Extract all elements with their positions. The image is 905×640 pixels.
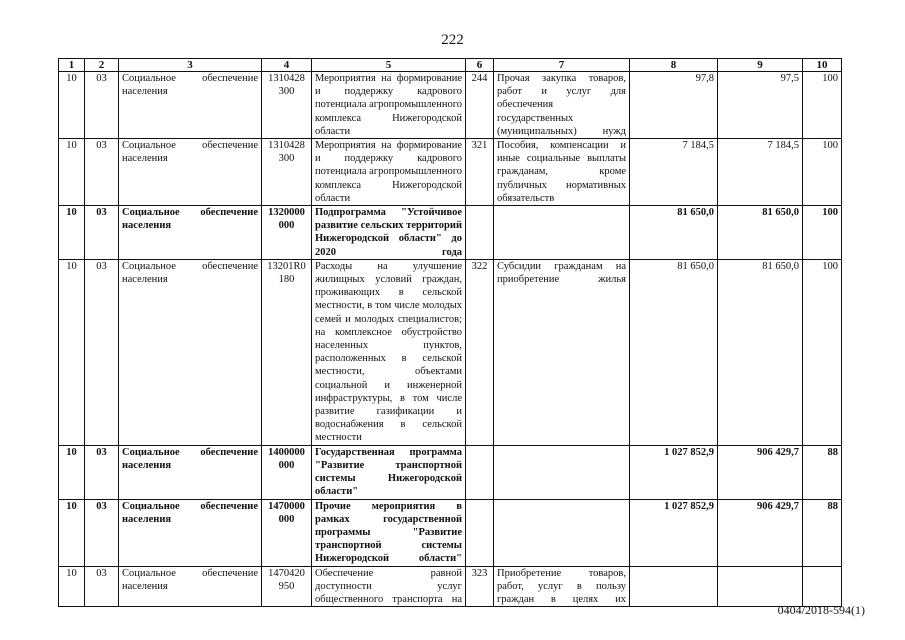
subsection-code: 03 (85, 206, 119, 260)
execution-percent: 100 (803, 259, 842, 445)
target-article-code: 1310428 300 (262, 139, 312, 206)
expense-type-code: 244 (466, 72, 494, 139)
executed-amount: 81 650,0 (718, 259, 803, 445)
table-row (59, 445, 842, 499)
article-name: Подпрограмма "Устойчивое развитие сельских территорий Нижегородской области" до 2020 года (312, 206, 466, 260)
column-header: 4 (262, 59, 312, 72)
execution-percent (803, 566, 842, 607)
executed-amount: 81 650,0 (718, 206, 803, 260)
expense-type-name (494, 206, 630, 260)
expense-type-name: Прочая закупка товаров, работ и услуг для обеспечения государственных (муниципальных) нужд (494, 72, 630, 139)
column-header: 8 (630, 59, 718, 72)
planned-amount: 1 027 852,9 (630, 445, 718, 499)
subsection-code: 03 (85, 139, 119, 206)
executed-amount: 97,5 (718, 72, 803, 139)
column-header: 3 (119, 59, 262, 72)
page-number: 222 (441, 32, 464, 48)
executed-amount: 7 184,5 (718, 139, 803, 206)
article-name: Государственная программа "Развитие транспортной системы Нижегородской области" (312, 445, 466, 499)
section-name: Социальное обеспечение населения (119, 72, 262, 139)
target-article-code: 1400000 000 (262, 445, 312, 499)
subsection-code: 03 (85, 499, 119, 566)
table-row (59, 139, 842, 206)
target-article-code: 1470000 000 (262, 499, 312, 566)
section-code: 10 (59, 259, 85, 445)
section-name: Социальное обеспечение населения (119, 139, 262, 206)
expense-type-code (466, 206, 494, 260)
target-article-code: 1470420 950 (262, 566, 312, 607)
document-code: 0404/2018-594(1) (777, 603, 865, 617)
section-name: Социальное обеспечение населения (119, 566, 262, 607)
expense-type-name: Пособия, компенсации и иные социальные выплаты гражданам, кроме публичных нормативных обязательств (494, 139, 630, 206)
section-name: Социальное обеспечение населения (119, 445, 262, 499)
target-article-code: 13201R0 180 (262, 259, 312, 445)
section-code: 10 (59, 499, 85, 566)
column-header: 6 (466, 59, 494, 72)
section-code: 10 (59, 206, 85, 260)
table-header-row (59, 59, 842, 72)
execution-percent: 100 (803, 139, 842, 206)
execution-percent: 88 (803, 499, 842, 566)
executed-amount: 906 429,7 (718, 445, 803, 499)
section-code: 10 (59, 139, 85, 206)
expense-type-code: 322 (466, 259, 494, 445)
planned-amount: 81 650,0 (630, 259, 718, 445)
section-code: 10 (59, 72, 85, 139)
section-name: Социальное обеспечение населения (119, 206, 262, 260)
section-code: 10 (59, 445, 85, 499)
expense-type-name: Приобретение товаров, работ, услуг в пользу граждан в целях их (494, 566, 630, 607)
expense-type-code: 321 (466, 139, 494, 206)
planned-amount: 81 650,0 (630, 206, 718, 260)
budget-table (58, 58, 842, 607)
table-row (59, 566, 842, 607)
execution-percent: 88 (803, 445, 842, 499)
table-row (59, 499, 842, 566)
target-article-code: 1320000 000 (262, 206, 312, 260)
article-name: Мероприятия на формирование и поддержку кадрового потенциала агропромышленного комплекса Нижегородской области (312, 72, 466, 139)
subsection-code: 03 (85, 445, 119, 499)
expense-type-code: 323 (466, 566, 494, 607)
column-header: 2 (85, 59, 119, 72)
section-name: Социальное обеспечение населения (119, 259, 262, 445)
table-row (59, 206, 842, 260)
executed-amount (718, 566, 803, 607)
executed-amount: 906 429,7 (718, 499, 803, 566)
expense-type-name (494, 445, 630, 499)
table-row (59, 259, 842, 445)
column-header: 10 (803, 59, 842, 72)
article-name: Прочие мероприятия в рамках государственной программы "Развитие транспортной системы Нижегородской области" (312, 499, 466, 566)
planned-amount: 97,8 (630, 72, 718, 139)
article-name: Обеспечение равной доступности услуг общественного транспорта на (312, 566, 466, 607)
planned-amount (630, 566, 718, 607)
article-name: Мероприятия на формирование и поддержку кадрового потенциала агропромышленного комплекса Нижегородской области (312, 139, 466, 206)
article-name: Расходы на улучшение жилищных условий граждан, проживающих в сельской местности, в том числе молодых семей и молодых специалистов; на комплексное обустройство населенных пунктов, расположенных в сельской местности, объектами социальной и инженерной инфраструктуры, в том числе развитие газификации и водоснабжения в сельской местности (312, 259, 466, 445)
planned-amount: 7 184,5 (630, 139, 718, 206)
column-header: 7 (494, 59, 630, 72)
expense-type-name: Субсидии гражданам на приобретение жилья (494, 259, 630, 445)
column-header: 1 (59, 59, 85, 72)
target-article-code: 1310428 300 (262, 72, 312, 139)
section-name: Социальное обеспечение населения (119, 499, 262, 566)
column-header: 9 (718, 59, 803, 72)
expense-type-code (466, 499, 494, 566)
subsection-code: 03 (85, 72, 119, 139)
expense-type-code (466, 445, 494, 499)
section-code: 10 (59, 566, 85, 607)
expense-type-name (494, 499, 630, 566)
subsection-code: 03 (85, 259, 119, 445)
subsection-code: 03 (85, 566, 119, 607)
planned-amount: 1 027 852,9 (630, 499, 718, 566)
table-row (59, 72, 842, 139)
execution-percent: 100 (803, 72, 842, 139)
execution-percent: 100 (803, 206, 842, 260)
column-header: 5 (312, 59, 466, 72)
